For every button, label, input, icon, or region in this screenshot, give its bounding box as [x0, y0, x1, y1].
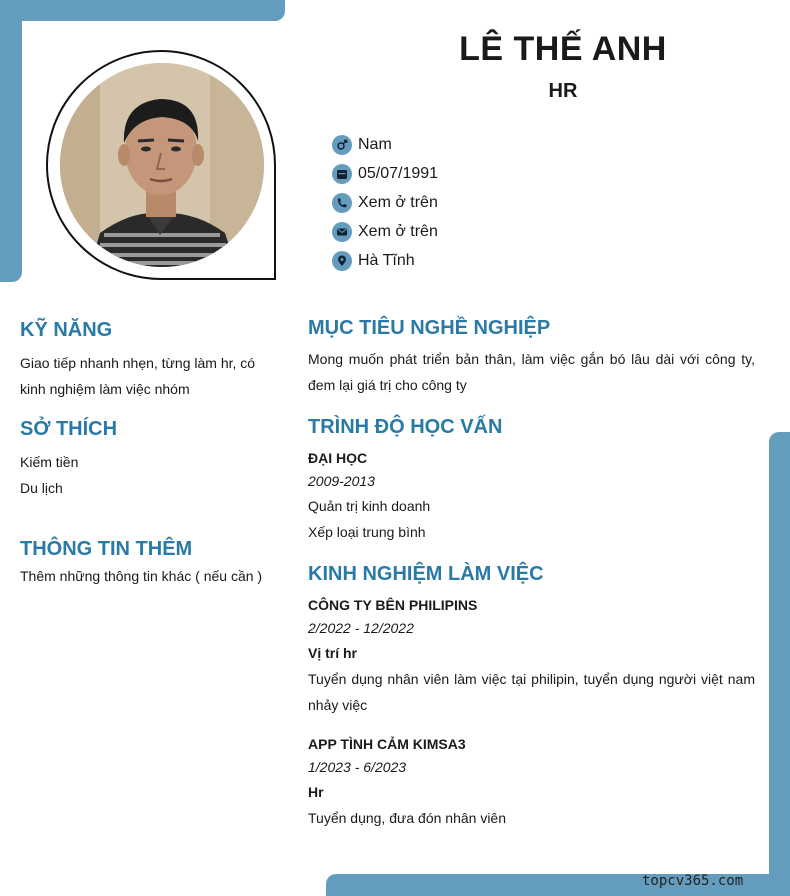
hobby-item: Kiếm tiền	[20, 454, 79, 470]
education-period: 2009-2013	[308, 473, 375, 489]
calendar-icon	[332, 164, 352, 184]
gender-icon	[332, 135, 352, 155]
corner-decoration-top	[0, 0, 285, 21]
job-description: Tuyển dụng, đưa đón nhân viên	[308, 810, 507, 826]
gender-value: Nam	[358, 135, 392, 153]
hobby-item: Du lịch	[20, 480, 63, 496]
phone-value: Xem ở trên	[358, 193, 438, 211]
education-major: Quản trị kinh doanh	[308, 498, 431, 514]
location-icon	[332, 251, 352, 271]
hobbies-heading: SỞ THÍCH	[20, 418, 118, 440]
skills-text: Giao tiếp nhanh nhẹn, từng làm hr, có kinh nghiệm làm việc nhóm	[20, 355, 256, 397]
info-email	[332, 217, 438, 246]
candidate-role: HR	[548, 80, 578, 102]
info-phone	[332, 188, 438, 217]
mail-icon	[332, 222, 352, 242]
objective-heading: MỤC TIÊU NGHỀ NGHIỆP	[308, 317, 551, 339]
email-value: Xem ở trên	[358, 222, 438, 240]
job-description: Tuyển dụng nhân viên làm việc tại philipin, tuyển dụng người việt nam nhảy việc	[308, 671, 755, 713]
skills-heading: KỸ NĂNG	[20, 319, 113, 341]
birthday-value: 05/07/1991	[358, 164, 439, 182]
location-value: Hà Tĩnh	[358, 251, 415, 269]
extra-info-text: Thêm những thông tin khác ( nếu cần )	[20, 568, 263, 584]
extra-info-heading: THÔNG TIN THÊM	[20, 538, 193, 560]
education-school: ĐẠI HỌC	[308, 450, 368, 466]
corner-decoration-right	[769, 432, 790, 896]
watermark: topcv365.com	[642, 873, 744, 889]
education-grade: Xếp loại trung bình	[308, 524, 426, 540]
experience-heading: KINH NGHIỆM LÀM VIỆC	[308, 563, 544, 585]
candidate-name: LÊ THẾ ANH	[459, 30, 667, 68]
job-company: CÔNG TY BÊN PHILIPINS	[308, 597, 478, 613]
avatar-frame	[46, 50, 276, 280]
job-period: 1/2023 - 6/2023	[308, 759, 407, 775]
info-gender	[332, 130, 438, 159]
job-position: Vị trí hr	[308, 645, 358, 661]
job-period: 2/2022 - 12/2022	[308, 620, 414, 636]
corner-decoration-left	[0, 0, 22, 282]
phone-icon	[332, 193, 352, 213]
info-birthday	[332, 159, 438, 188]
info-location	[332, 246, 438, 275]
job-company: APP TÌNH CẢM KIMSA3	[308, 736, 466, 752]
job-position: Hr	[308, 784, 324, 800]
education-heading: TRÌNH ĐỘ HỌC VẤN	[308, 416, 503, 438]
avatar-photo	[60, 63, 264, 267]
objective-text: Mong muốn phát triển bản thân, làm việc gắn bó lâu dài với công ty, đem lại giá trị cho công ty	[308, 351, 755, 393]
person-portrait-icon	[60, 63, 264, 267]
personal-info-list	[332, 130, 438, 275]
